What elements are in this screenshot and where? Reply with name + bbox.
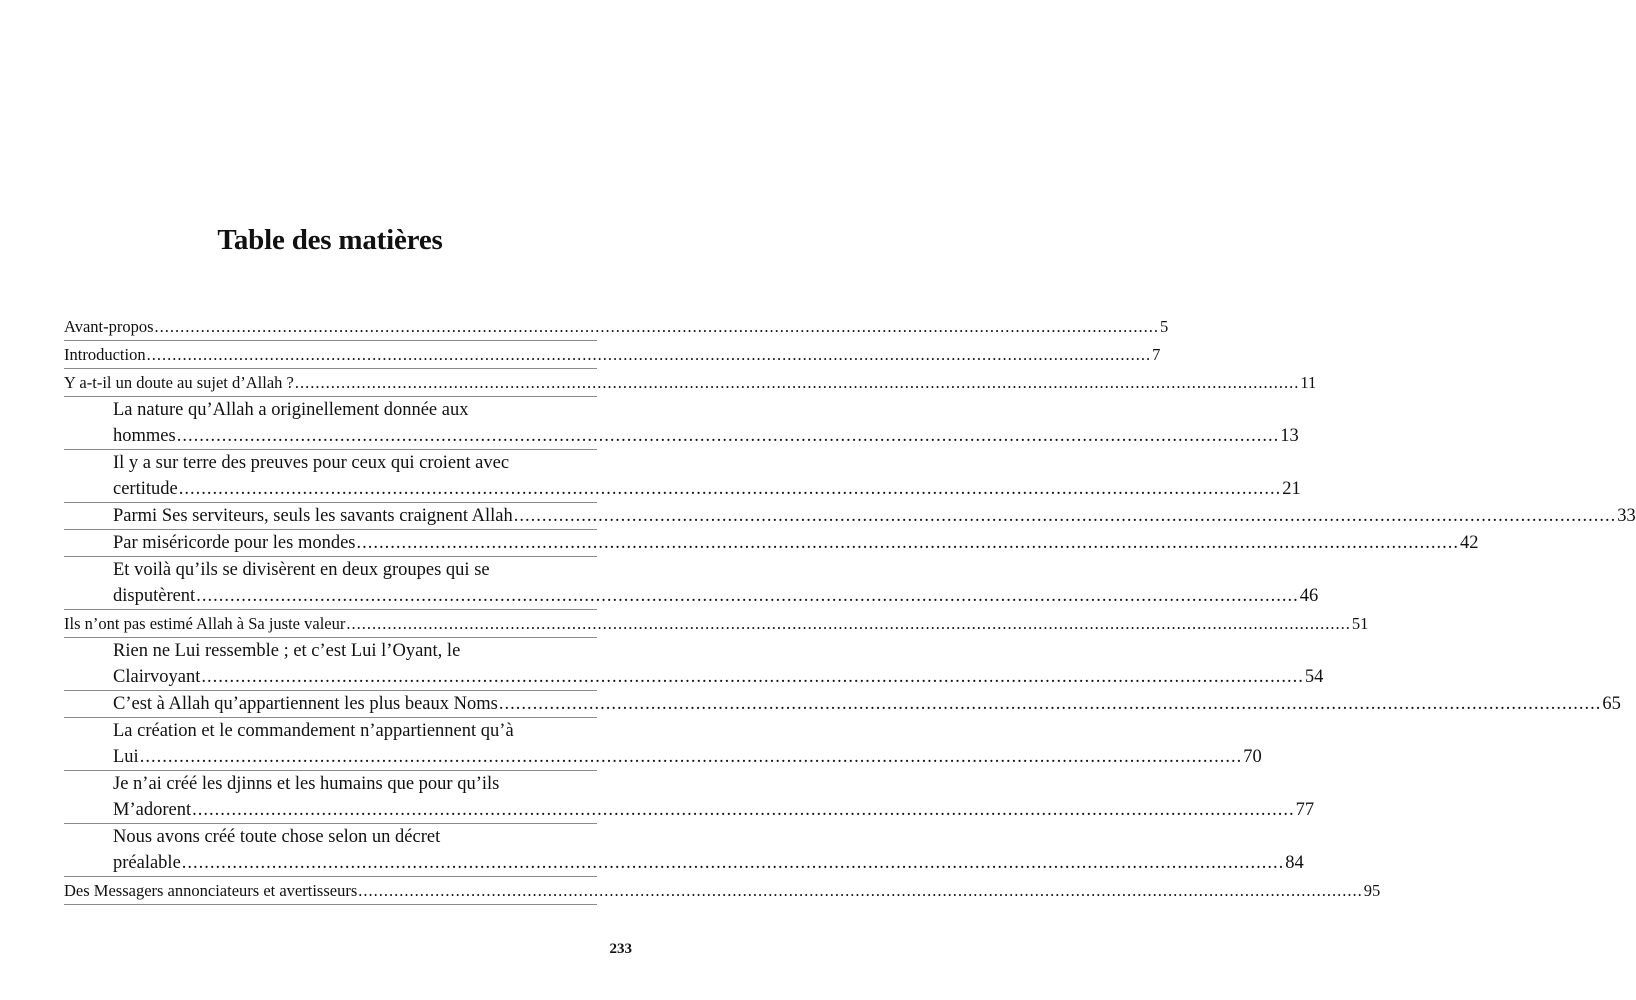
toc-entry-line [113,530,1479,556]
toc-entry-line [113,638,597,664]
toc-leader-dots: .................................................................................................................................................................................................... [139,747,1243,767]
toc-leader-dots: .................................................................................................................................................................................................... [154,317,1160,336]
toc-page-number: 70 [1243,747,1262,767]
toc-entry [64,530,1479,557]
toc-page-number: 7 [1152,345,1161,364]
toc-entry [64,557,1319,610]
toc-entry-title: Rien ne Lui ressemble ; et c’est Lui l’Oyant, le [113,641,461,661]
page-number: 233 [609,941,632,957]
toc-entry [64,771,1315,824]
toc-entry-title: La nature qu’Allah a originellement donnée aux [113,400,469,420]
toc-entry-line [64,313,1169,340]
toc-entry-line [113,503,1636,529]
toc-entry-line [113,691,1621,717]
toc-entry-title: Des Messagers annonciateurs et avertisseurs [64,881,358,900]
toc-entry [64,824,1304,877]
toc-entry-title: Je n’ai créé les djinns et les humains que pour qu’ils [113,774,500,794]
toc-leader-dots: .................................................................................................................................................................................................... [356,533,1459,553]
toc-leader-dots: .................................................................................................................................................................................................... [146,345,1152,364]
toc-page-number: 21 [1282,479,1301,499]
toc-entry-title: préalable [113,853,181,873]
toc-entry-line [113,797,1315,823]
toc-entry [64,718,1262,771]
toc-entry-line [113,824,597,850]
toc-entry [64,610,1369,638]
toc-page-number: 33 [1617,506,1636,526]
toc-entry-line [113,476,1301,502]
toc-entry-title: Il y a sur terre des preuves pour ceux qui croient avec [113,453,510,473]
page-title: Table des matières [217,224,443,256]
toc-entry-title: Nous avons créé toute chose selon un décret [113,827,441,847]
toc-leader-dots: .................................................................................................................................................................................................... [176,426,1280,446]
toc-leader-dots: .................................................................................................................................................................................................... [294,373,1300,392]
toc-leader-dots: .................................................................................................................................................................................................... [196,586,1299,606]
toc-entry-title: disputèrent [113,586,196,606]
toc-entry-line [64,341,1161,368]
toc-leader-dots: .................................................................................................................................................................................................... [201,667,1304,687]
toc-leader-dots: .................................................................................................................................................................................................... [346,614,1351,633]
toc-leader-dots: .................................................................................................................................................................................................... [192,800,1295,820]
toc-entry-line [113,718,597,744]
toc-page-number: 77 [1295,800,1315,820]
toc-entry-line [113,664,1324,690]
toc-entry-line [113,557,597,583]
toc-leader-dots: .................................................................................................................................................................................................... [181,853,1285,873]
toc-leader-dots: .................................................................................................................................................................................................... [178,479,1282,499]
toc-leader-dots: .................................................................................................................................................................................................... [358,881,1363,900]
toc-entry-title: Parmi Ses serviteurs, seuls les savants craignent Allah [113,506,513,526]
toc-entry-title: Clairvoyant [113,667,201,687]
toc-entry-title: hommes [113,426,176,446]
toc-entry [64,341,1161,369]
toc-page-number: 13 [1280,426,1299,446]
toc-entry-title: C’est à Allah qu’appartiennent les plus beaux Noms [113,694,498,714]
toc-page-number: 54 [1304,667,1324,687]
toc-entry-line [113,744,1262,770]
toc-entry [64,638,1324,691]
toc-entry-line [64,610,1369,637]
toc-leader-dots: .................................................................................................................................................................................................... [498,694,1602,714]
toc-page-number: 95 [1363,881,1381,900]
toc-page-number: 42 [1460,533,1479,553]
toc-entry-line [64,877,1381,904]
toc-entry [64,503,1636,530]
toc-entry-line [64,369,1317,396]
toc-page-number: 5 [1160,317,1169,336]
toc-entry [64,397,1299,450]
toc-entry-title: Par miséricorde pour les mondes [113,533,356,553]
toc-entry [64,877,1381,905]
toc-entry-line [113,423,1299,449]
toc-entry [64,450,1301,503]
toc-entry [64,369,1317,397]
toc-leader-dots: .................................................................................................................................................................................................... [513,506,1617,526]
toc-page-number: 51 [1351,614,1369,633]
toc-entry-title: La création et le commandement n’appartiennent qu’à [113,721,514,741]
toc-entry-title: Et voilà qu’ils se divisèrent en deux groupes qui se [113,560,490,580]
table-of-contents [64,313,1636,905]
toc-page-number: 11 [1300,373,1317,392]
toc-page-number: 46 [1299,586,1319,606]
toc-page-number: 65 [1602,694,1621,714]
toc-entry-title: Y a-t-il un doute au sujet d’Allah ? [64,373,294,392]
toc-entry-line [113,450,597,476]
toc-entry-line [113,850,1304,876]
toc-entry-line [113,583,1319,609]
toc-page-number: 84 [1285,853,1304,873]
toc-entry-title: Avant-propos [64,317,154,336]
toc-entry [64,313,1169,341]
toc-entry-title: certitude [113,479,178,499]
toc-entry-title: Lui [113,747,139,767]
toc-entry-line [113,397,597,423]
toc-entry-title: M’adorent [113,800,192,820]
toc-entry [64,691,1621,718]
toc-entry-title: Ils n’ont pas estimé Allah à Sa juste valeur [64,614,346,633]
toc-entry-line [113,771,597,797]
toc-entry-title: Introduction [64,345,146,364]
